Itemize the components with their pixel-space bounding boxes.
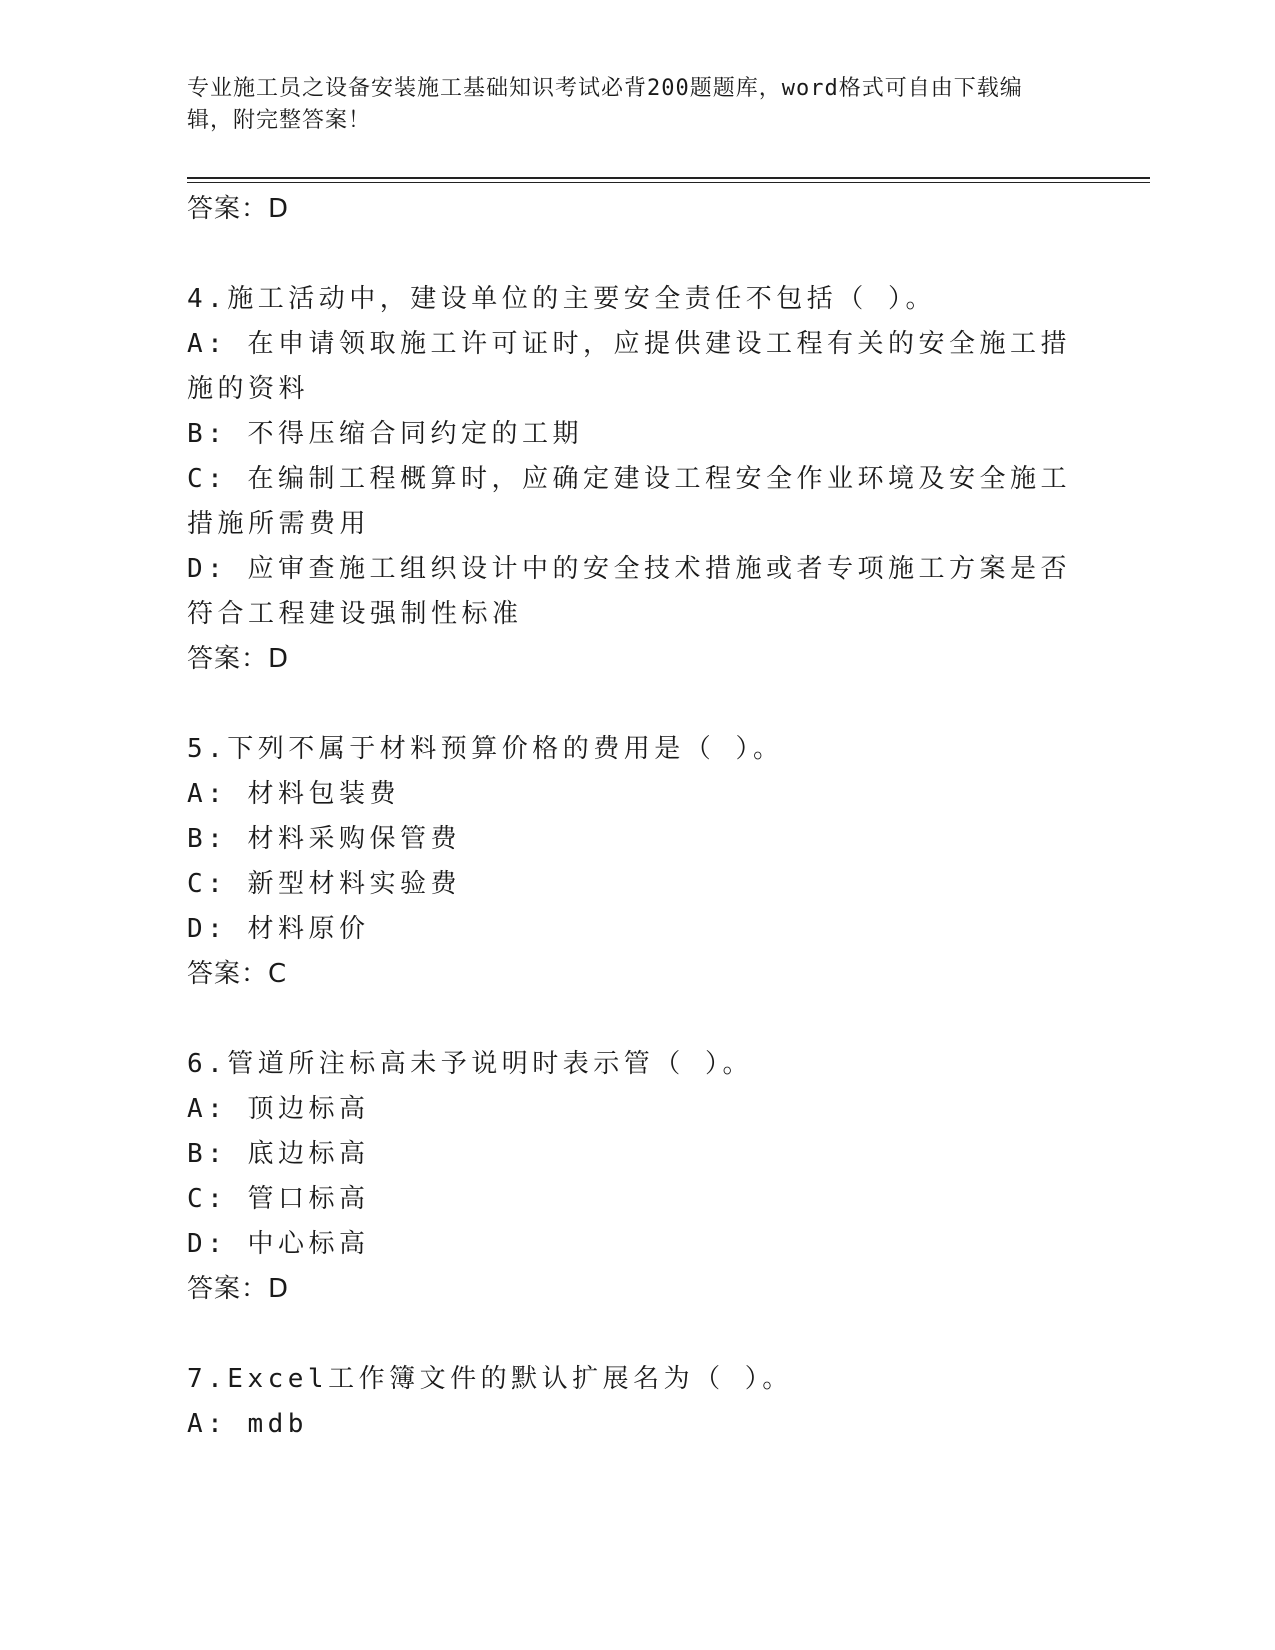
spacer: [187, 232, 1087, 277]
option-c: C: 新型材料实验费: [187, 869, 461, 899]
spacer: [187, 997, 1087, 1042]
option-d: D: 材料原价: [187, 914, 370, 944]
answer-line: 答案：D: [187, 644, 290, 674]
option-d: D: 应审查施工组织设计中的安全技术措施或者专项施工方案是否符合工程建设强制性标准: [187, 554, 1071, 629]
option-b: B: 底边标高: [187, 1139, 370, 1169]
option-a: A: 材料包装费: [187, 779, 400, 809]
document-header: 专业施工员之设备安装施工基础知识考试必背200题题库，word格式可自由下载编辑，附完整答案！: [187, 76, 1023, 133]
question-item: [187, 727, 1087, 997]
question-stem: 7.Excel工作簿文件的默认扩展名为（ ）。: [187, 1364, 793, 1394]
question-list: [187, 187, 1087, 1447]
question-item: [187, 277, 1087, 682]
answer-line: 答案：C: [187, 959, 288, 989]
option-c: C: 在编制工程概算时，应确定建设工程安全作业环境及安全施工措施所需费用: [187, 464, 1071, 539]
question-item: [187, 1357, 1087, 1447]
spacer: [187, 1312, 1087, 1357]
option-a: A: 顶边标高: [187, 1094, 370, 1124]
spacer: [187, 682, 1087, 727]
option-c: C: 管口标高: [187, 1184, 370, 1214]
header-divider-thick: [187, 177, 1150, 179]
answer-line: 答案：D: [187, 194, 290, 224]
question-stem: 6.管道所注标高未予说明时表示管（ ）。: [187, 1049, 753, 1079]
option-b: B: 材料采购保管费: [187, 824, 461, 854]
option-d: D: 中心标高: [187, 1229, 370, 1259]
option-a: A: 在申请领取施工许可证时，应提供建设工程有关的安全施工措施的资料: [187, 329, 1071, 404]
option-b: B: 不得压缩合同约定的工期: [187, 419, 583, 449]
question-item: [187, 1042, 1087, 1312]
question-stem: 5.下列不属于材料预算价格的费用是（ ）。: [187, 734, 784, 764]
question-stem: 4.施工活动中，建设单位的主要安全责任不包括（ ）。: [187, 284, 936, 314]
header-divider-thin: [187, 182, 1150, 183]
answer-line: 答案：D: [187, 1274, 290, 1304]
option-a: A: mdb: [187, 1409, 308, 1439]
